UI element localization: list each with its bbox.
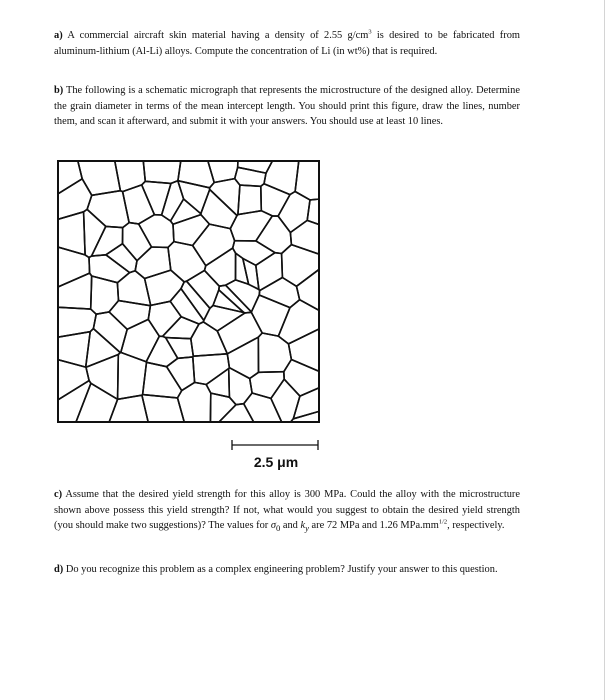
- question-a-superscript: 3: [368, 28, 372, 36]
- question-a: [54, 28, 520, 59]
- question-d-text: Do you recognize this problem as a complex engineering problem? Justify your answer to this question.: [65, 564, 498, 575]
- scale-bar-label: 2.5 μm: [253, 454, 299, 470]
- question-c-text-3: are 72 MPa and 1.26 MPa.mm: [308, 520, 439, 531]
- k-subscript: y: [305, 523, 309, 534]
- micrograph-figure: [57, 160, 320, 423]
- k-symbol: k: [300, 520, 306, 531]
- question-b-label: b): [54, 85, 64, 96]
- question-c-text-4: , respectively.: [447, 520, 505, 531]
- question-a-label: a): [54, 30, 63, 41]
- sigma-subscript: 0: [275, 523, 281, 534]
- question-a-text-2: is desired to be fabricated from aluminum-lithium (Al-Li) alloys. Compute the concentration of Li (in wt%) that is required.: [54, 30, 520, 57]
- sigma-symbol: σ: [270, 520, 276, 531]
- question-c: [54, 487, 520, 537]
- question-a-text-1: A commercial aircraft skin material having a density of 2.55 g/cm: [67, 30, 369, 41]
- page-right-edge: [604, 0, 605, 700]
- scale-bar: [231, 438, 319, 452]
- micrograph-border: [58, 161, 319, 422]
- question-b-text: The following is a schematic micrograph that represents the microstructure of the designed alloy. Determine the grain diameter in terms of the mean intercept length. You should print this figure, draw the lines, number them, and scan it afterward, and submit it with your answers. You should use at least 10 lines.: [54, 85, 520, 127]
- question-c-label: c): [54, 489, 63, 500]
- question-b: [54, 83, 520, 130]
- question-c-text-1: Assume that the desired yield strength for this alloy is 300 MPa. Could the alloy with the microstructure shown above possess this yield strength? If not, what would you suggest to obtain the desired yield strength (you should make two suggestions)? The values for: [54, 489, 520, 531]
- question-d: [54, 562, 520, 578]
- question-c-superscript: 1/2: [438, 518, 448, 526]
- question-c-text-2: and: [280, 520, 301, 531]
- question-d-label: d): [54, 564, 64, 575]
